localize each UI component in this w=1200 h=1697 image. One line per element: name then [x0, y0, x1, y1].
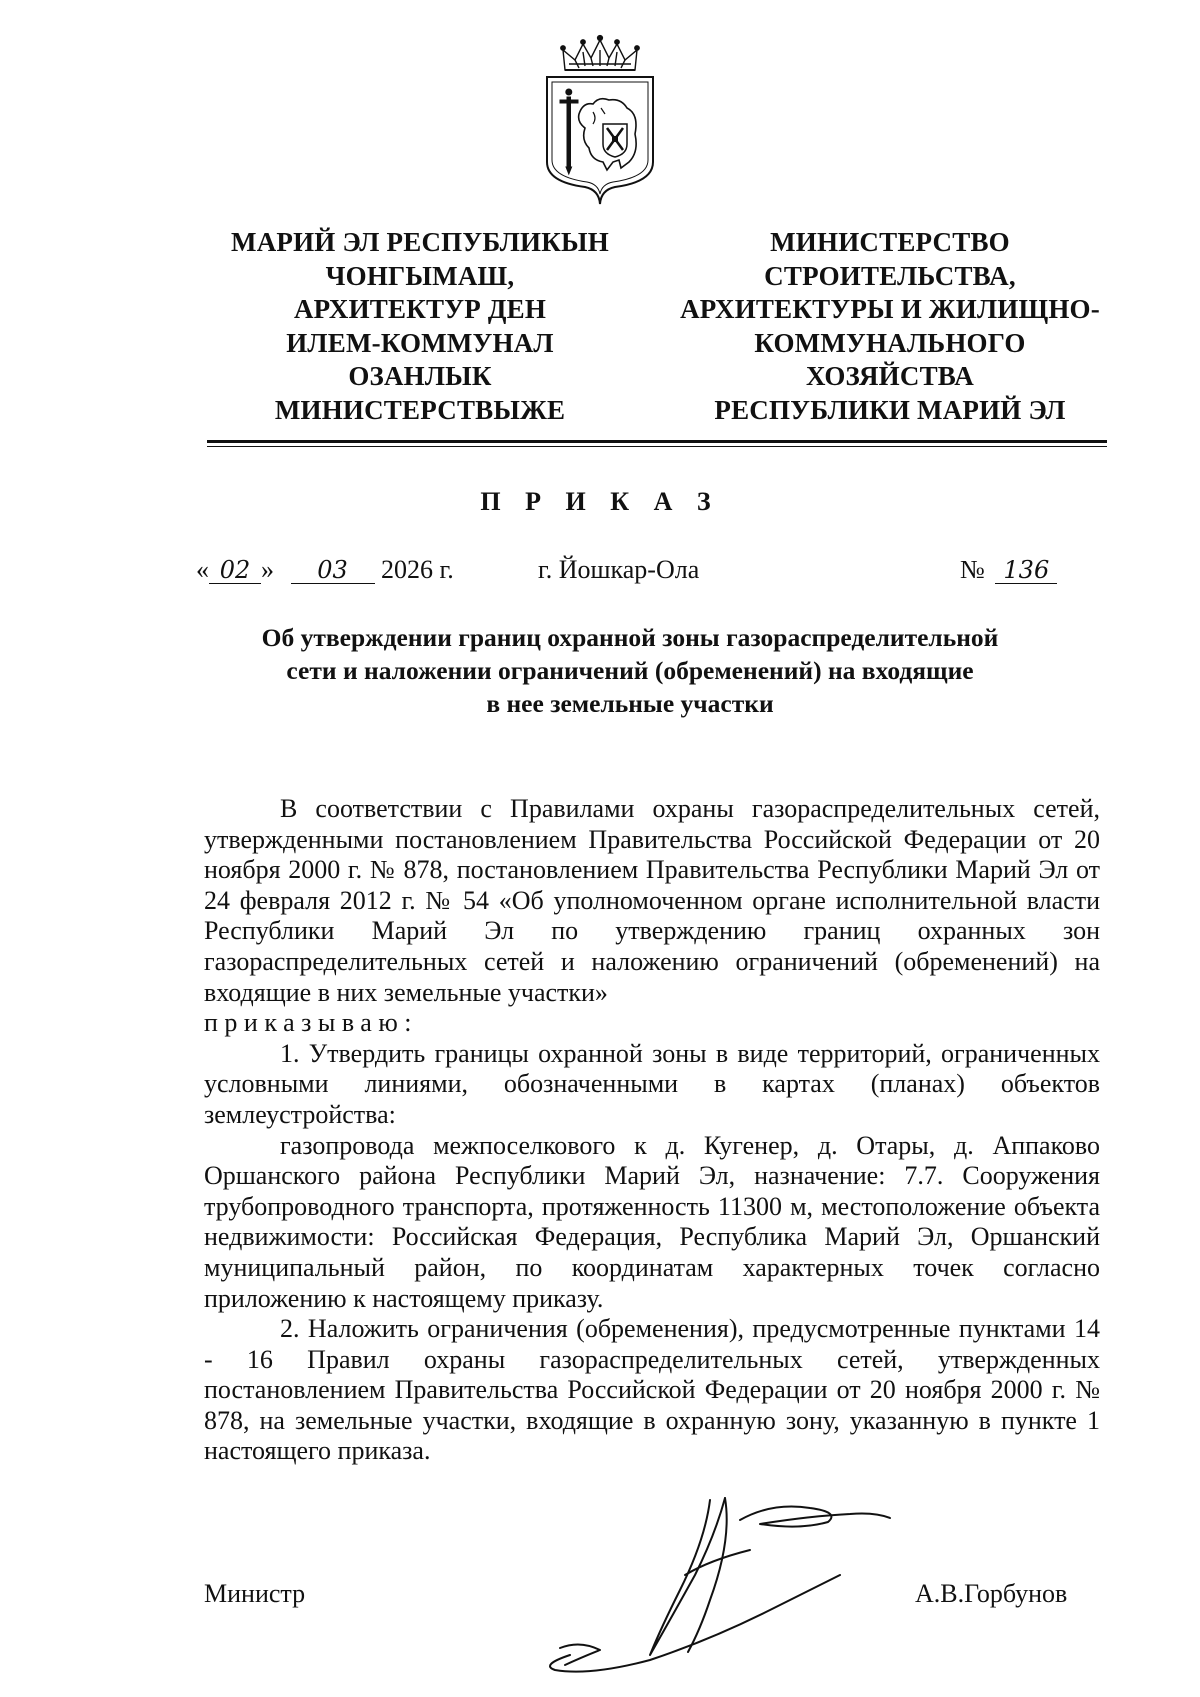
- ministry-name-russian: [620, 226, 1160, 427]
- coat-of-arms-icon: [535, 22, 665, 212]
- order-word: приказываю:: [204, 1008, 418, 1038]
- date-month-handwritten: 03: [291, 557, 375, 584]
- header-right-line: КОММУНАЛЬНОГО: [754, 327, 1026, 358]
- header-right-line: СТРОИТЕЛЬСТВА,: [764, 260, 1016, 291]
- document-type-title: П Р И К А З: [480, 487, 720, 516]
- body-item-1-detail: газопровода межпоселкового к д. Кугенер, д. Отары, д. Аппаково Оршанского района Республики Марий Эл, назначение: 7.7. Сооружения трубопроводного транспорта, протяженность 11300 м, местоположение объекта недвижимости: Российская Федерация, Республика Марий Эл, Оршанский муниципальный район, по координатам характерных точек согласно приложению к настоящему приказу.: [204, 1130, 1100, 1313]
- header-right-line: АРХИТЕКТУРЫ И ЖИЛИЩНО-: [680, 294, 1100, 324]
- body-preamble: В соответствии с Правилами охраны газораспределительных сетей, утвержденными постановлением Правительства Российской Федерации от 20 ноября 2000 г. № 878, постановлением Правительства Республики Марий Эл от 24 февраля 2012 г. № 54 «Об уполномоченном органе исполнительной власти Республики Марий Эл по утверждению границ охранных зон газораспределительных сетей и наложению ограничений (обременений) на входящие в них земельные участки»: [204, 794, 1100, 1007]
- header-right-line: ХОЗЯЙСТВА: [806, 361, 974, 391]
- header-left-line: ОЗАНЛЫК: [348, 361, 492, 391]
- body-item-2: 2. Наложить ограничения (обременения), предусмотренные пунктами 14 - 16 Правил охраны газораспределительных сетей, утвержденных постановлением Правительства Российской Федерации от 20 ноября 2000 г. № 878, на земельные участки, входящие в охранную зону, указанную в пункте 1 настоящего приказа.: [204, 1314, 1100, 1466]
- header-right-line: РЕСПУБЛИКИ МАРИЙ ЭЛ: [714, 394, 1066, 425]
- header-left-line: ИЛЕМ-КОММУНАЛ: [286, 327, 554, 358]
- header-left-line: ЧОНГЫМАШ,: [325, 260, 515, 291]
- date-year: 2026 г.: [381, 555, 454, 584]
- subject-line: в нее земельные участки: [486, 689, 774, 718]
- document-date: [196, 555, 454, 585]
- header-right-line: МИНИСТЕРСТВО: [770, 227, 1010, 257]
- ministry-name-mari: [170, 226, 670, 427]
- header-rule-thin: [207, 446, 1107, 447]
- header-left-line: АРХИТЕКТУР ДЕН: [293, 294, 547, 324]
- subject-line: Об утверждении границ охранной зоны газораспределительной: [261, 623, 999, 652]
- date-open-quote: «: [196, 555, 209, 584]
- document-city: г. Йошкар-Ола: [538, 555, 700, 584]
- document-number: [960, 555, 1057, 585]
- subject-line: сети и наложении ограничений (обременений) на входящие: [286, 656, 974, 685]
- header-left-line: МАРИЙ ЭЛ РЕСПУБЛИКЫН: [231, 227, 609, 257]
- header-left-line: МИНИСТЕРСТВЫЖЕ: [274, 394, 566, 425]
- header-rule-thick: [207, 440, 1107, 443]
- document-body: [204, 794, 1100, 1467]
- number-sign: №: [960, 555, 985, 584]
- date-close-quote: »: [261, 555, 274, 584]
- document-subject: [190, 621, 1070, 720]
- signatory-name: А.В.Горбунов: [915, 1579, 1068, 1608]
- signatory-position: Министр: [204, 1579, 306, 1608]
- date-day-handwritten: 02: [209, 557, 261, 584]
- handwritten-signature-icon: [510, 1480, 900, 1680]
- body-item-1: 1. Утвердить границы охранной зоны в виде территорий, ограниченных условными линиями, обозначенными в картах (планах) объектов землеустройства:: [204, 1038, 1100, 1129]
- document-number-handwritten: 136: [995, 557, 1057, 584]
